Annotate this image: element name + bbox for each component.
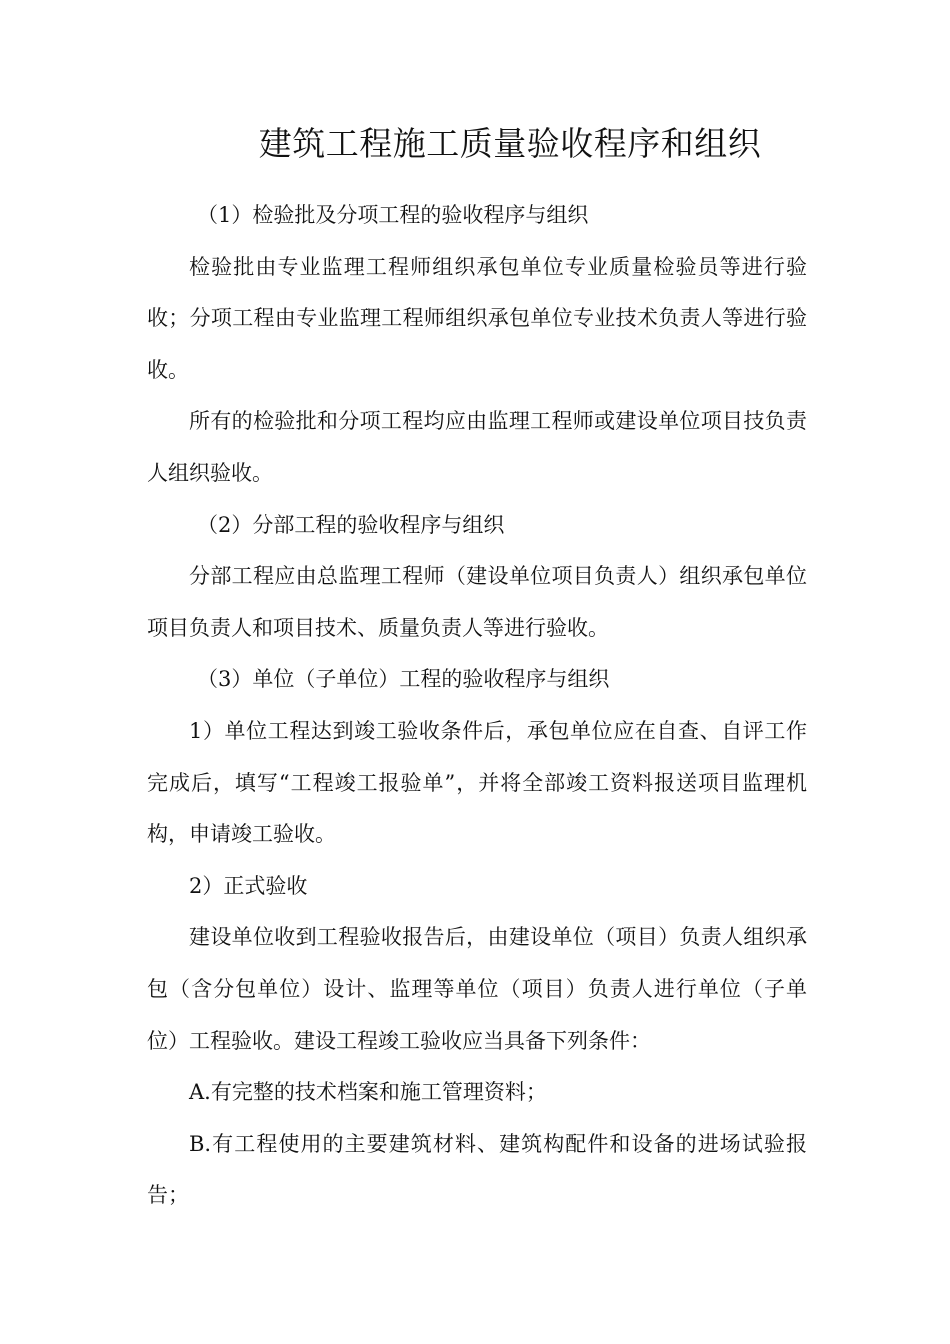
list-item-a: A.有完整的技术档案和施工管理资料； (189, 1080, 547, 1105)
section-heading-2: （2）分部工程的验收程序与组织 (197, 512, 505, 537)
document-title: 建筑工程施工质量验收程序和组织 (258, 124, 762, 163)
paragraph-sub-project: 分部工程应由总监理工程师（建设单位项目负责人）组织承包单位项目负责人和项目技术、质量负责人等进行验收。 (147, 564, 807, 640)
section-heading-3: （3）单位（子单位）工程的验收程序与组织 (197, 667, 610, 692)
document-body (147, 190, 807, 1222)
paragraph-all-inspection: 所有的检验批和分项工程均应由监理工程师或建设单位项目技负责人组织验收。 (147, 409, 807, 485)
paragraph-unit-project-1: 1）单位工程达到竣工验收条件后，承包单位应在自查、自评工作完成后，填写“工程竣工报验单”，并将全部竣工资料报送项目监理机构，申请竣工验收。 (147, 718, 807, 847)
paragraph-inspection-lot: 检验批由专业监理工程师组织承包单位专业质量检验员等进行验收；分项工程由专业监理工程师组织承包单位专业技术负责人等进行验收。 (147, 254, 807, 382)
section-heading-1: （1）检验批及分项工程的验收程序与组织 (197, 203, 589, 227)
list-item-b: B.有工程使用的主要建筑材料、建筑构配件和设备的进场试验报告； (147, 1131, 807, 1208)
paragraph-formal-acceptance: 建设单位收到工程验收报告后，由建设单位（项目）负责人组织承包（含分包单位）设计、监理等单位（项目）负责人进行单位（子单位）工程验收。建设工程竣工验收应当具备下列条件： (147, 925, 807, 1053)
paragraph-formal-acceptance-heading: 2）正式验收 (189, 873, 308, 898)
